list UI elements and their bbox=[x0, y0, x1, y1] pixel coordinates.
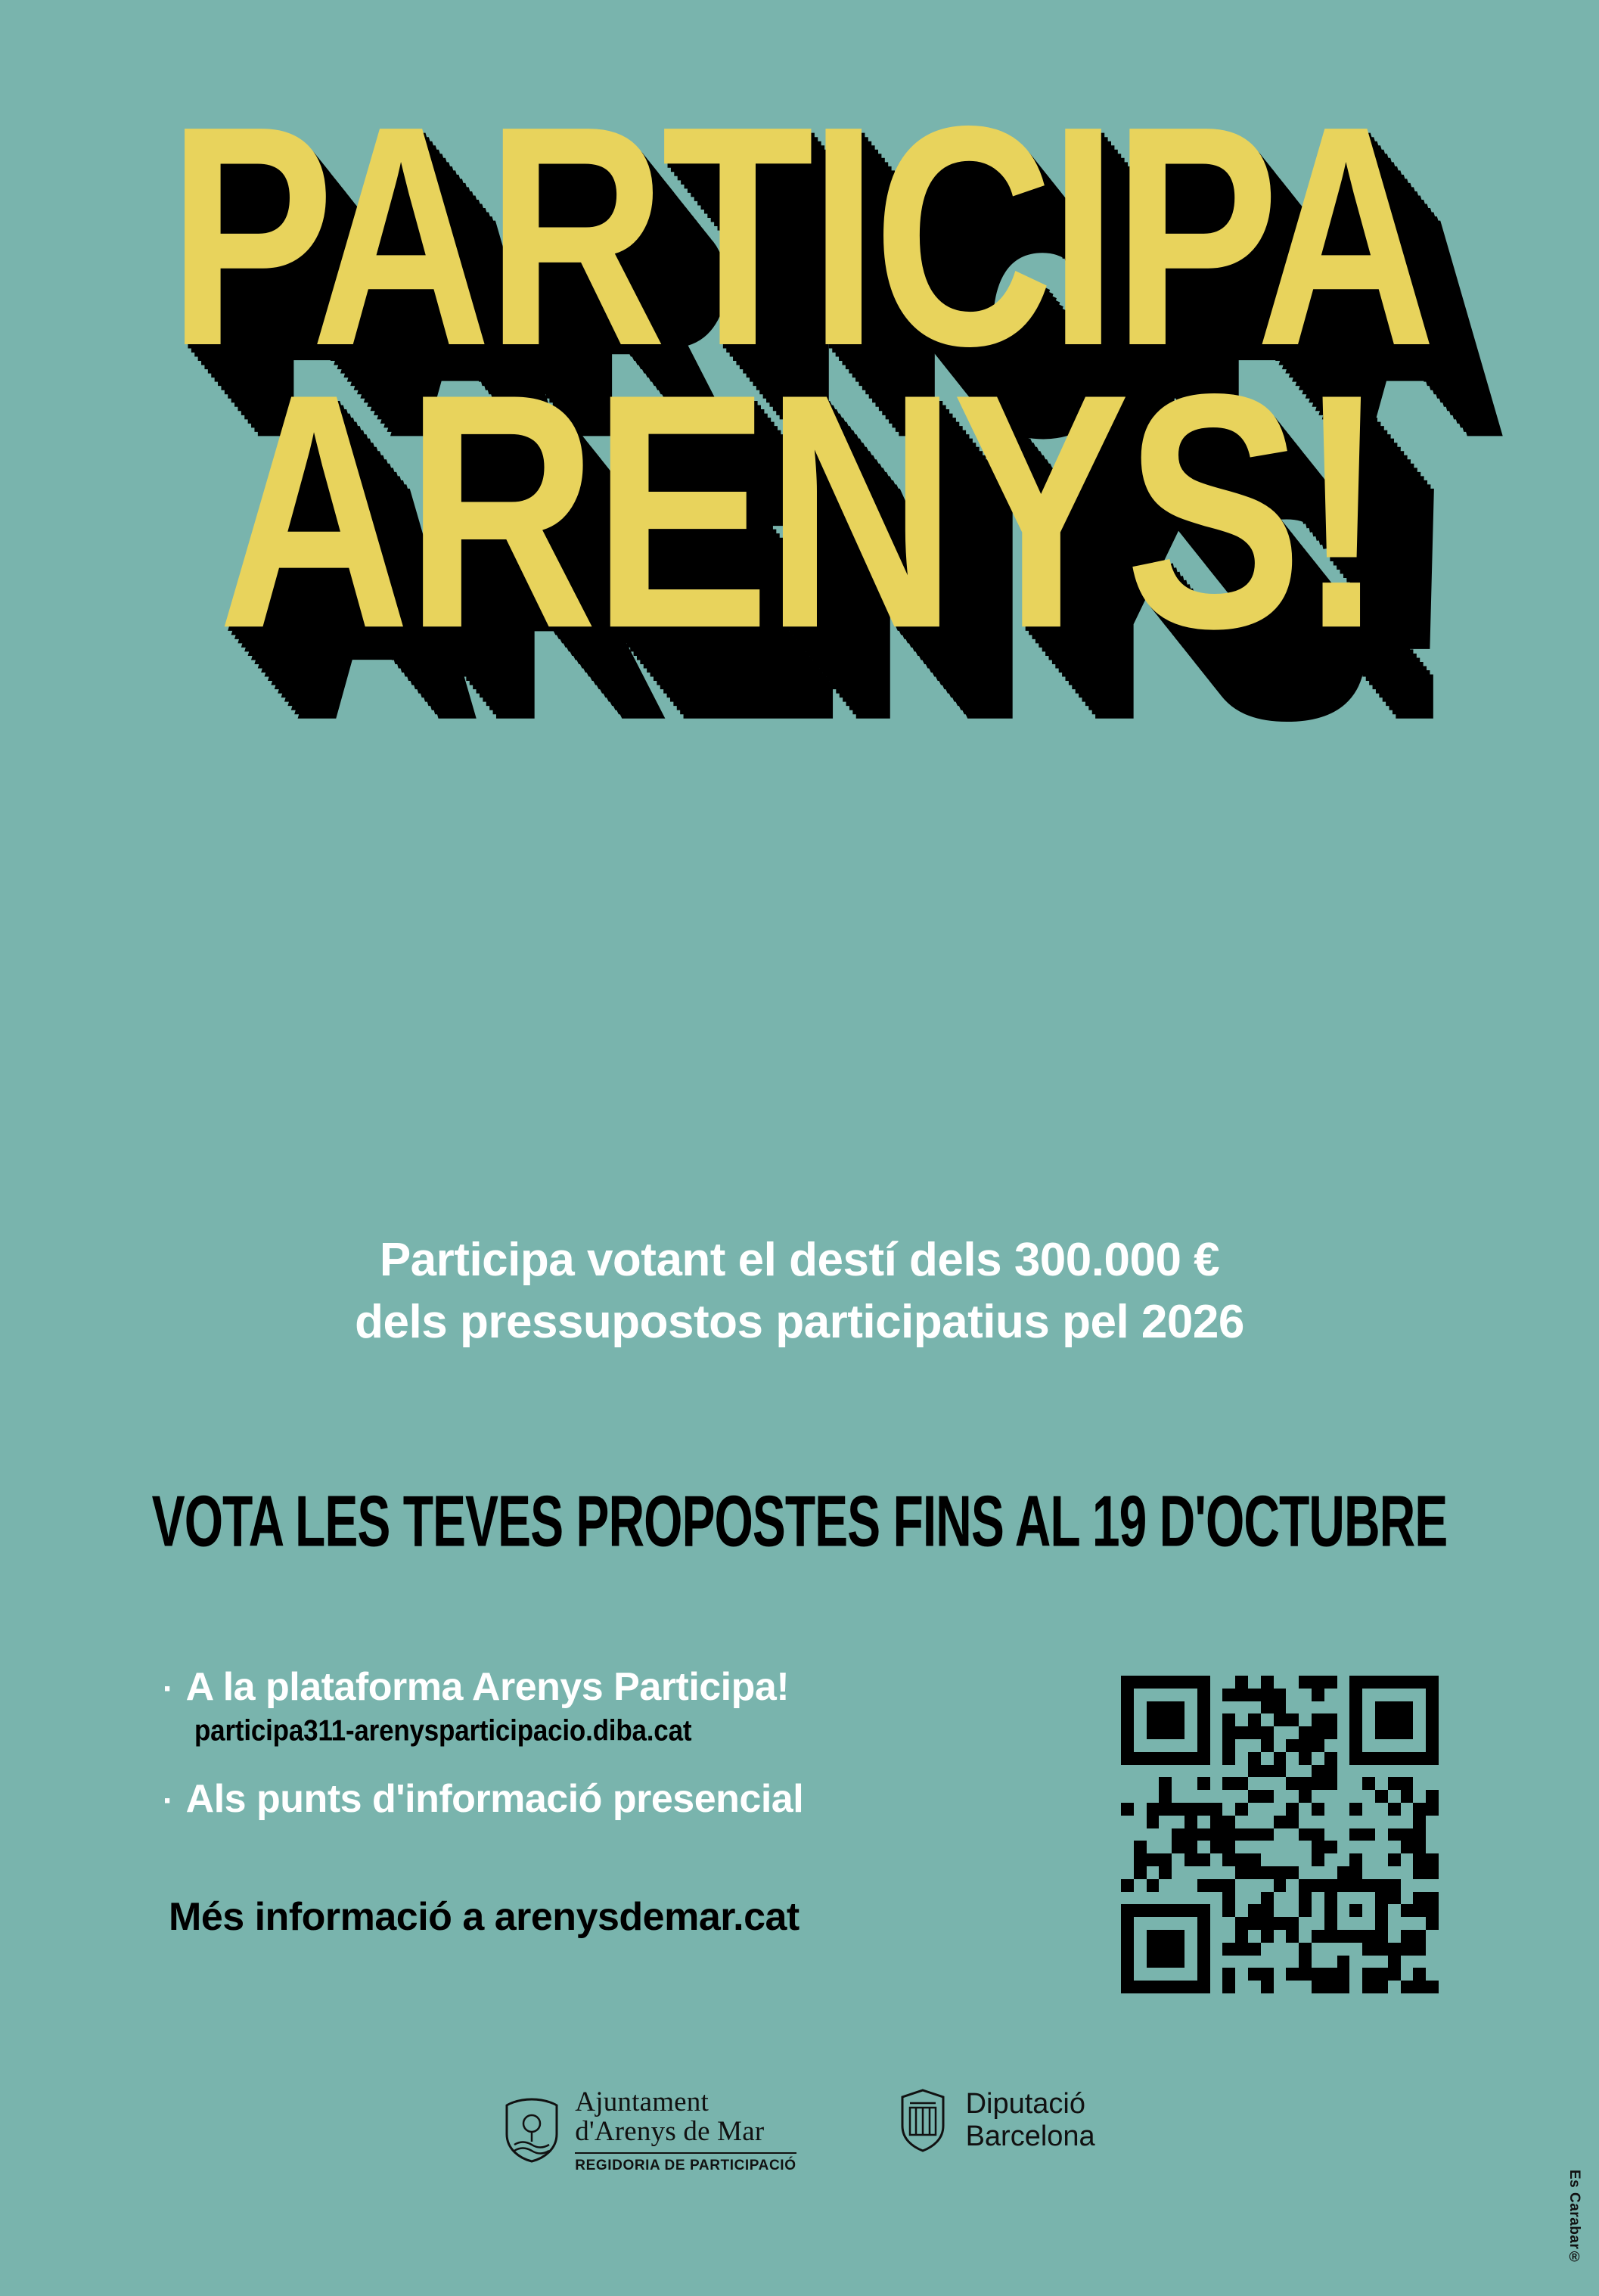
bullet-dot-icon: · bbox=[163, 1782, 174, 1819]
deadline-text: VOTA LES TEVES PROPOSTES FINS AL 19 D'OCTUBRE bbox=[151, 1480, 1448, 1561]
bullet-dot-icon: · bbox=[163, 1670, 174, 1707]
logo-diputacio-text bbox=[966, 2088, 1095, 2152]
subtitle-line-2: dels pressupostos participatius pel 2026 bbox=[355, 1295, 1244, 1348]
qr-code-grid bbox=[1121, 1676, 1439, 1993]
logo-ajuntament-line-3: REGIDORIA DE PARTICIPACIÓ bbox=[575, 2152, 796, 2173]
footer-logos bbox=[0, 2088, 1599, 2173]
more-info-text: Més informació a arenysdemar.cat bbox=[169, 1895, 800, 1939]
platform-url[interactable]: participa311-arenysparticipacio.diba.cat bbox=[194, 1714, 692, 1748]
info-block bbox=[163, 1664, 1055, 1940]
headline-line-2: ARENYS! bbox=[218, 324, 1381, 698]
bullet-text-platform: A la plataforma Arenys Participa! bbox=[185, 1665, 790, 1709]
subtitle-line-1: Participa votant el destí dels 300.000 € bbox=[379, 1234, 1220, 1286]
logo-ajuntament-arenys-de-mar bbox=[504, 2088, 796, 2173]
logo-ajuntament-text bbox=[575, 2088, 796, 2173]
logo-diputacio-line-1: Diputació bbox=[965, 2088, 1085, 2120]
list-item bbox=[163, 1776, 1055, 1822]
poster-subtitle bbox=[113, 1229, 1486, 1353]
crest-diputacio-icon bbox=[895, 2088, 951, 2153]
crest-arenys-icon bbox=[504, 2098, 560, 2163]
poster-headline bbox=[0, 60, 1599, 698]
headline-line-1: PARTICIPA bbox=[167, 60, 1432, 412]
designer-credit: Es Carabar® bbox=[1566, 2170, 1582, 2266]
logo-diputacio-barcelona bbox=[895, 2088, 1095, 2153]
bullet-text-inperson: Als punts d'informació presencial bbox=[185, 1777, 804, 1821]
qr-code[interactable] bbox=[1121, 1676, 1439, 1993]
logo-diputacio-line-2: Barcelona bbox=[965, 2120, 1095, 2152]
list-item bbox=[163, 1664, 1055, 1710]
logo-ajuntament-line-1: Ajuntament bbox=[575, 2086, 709, 2117]
logo-ajuntament-line-2: d'Arenys de Mar bbox=[575, 2115, 765, 2147]
